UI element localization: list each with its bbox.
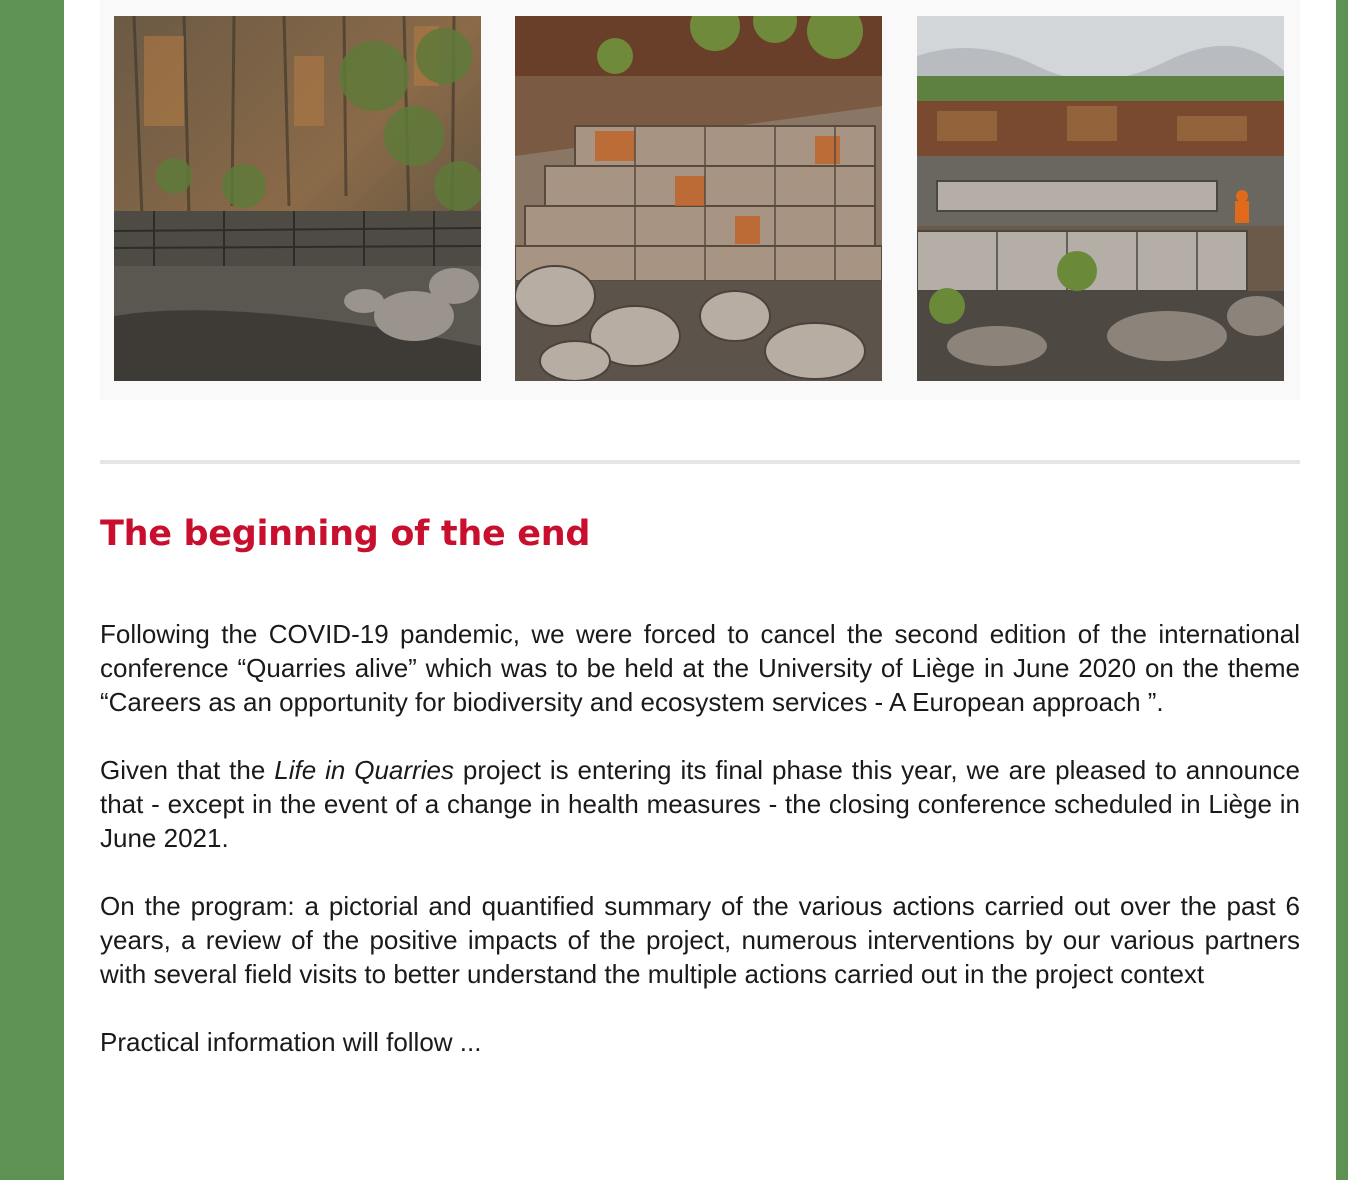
paragraph-closing-conference [100,753,1300,855]
section-divider [100,460,1300,464]
article-title: The beginning of the end [100,514,591,554]
quarry-photo-3-image [917,16,1284,381]
article-body [100,617,1300,1093]
paragraph-2-start: Given that the [100,755,275,785]
paragraph-2-end: project is entering its final phase this year, we are pleased to announce that - except in the event of a change in health measures - the closing conference scheduled in Liège in June 2021. [100,755,1300,853]
paragraph-program: On the program: a pictorial and quantified summary of the various actions carried out over the past 6 years, a review of the positive impacts of the project, numerous interventions by our various partners with several field visits to better understand the multiple actions carried out in the project context [100,891,1300,989]
paragraph-practical-info: Practical information will follow ... [100,1027,482,1057]
quarry-photo-2-image [515,16,882,381]
quarry-photo-2[interactable] [515,16,882,381]
quarry-photo-3[interactable] [917,16,1284,381]
project-name: Life in Quarries [274,755,454,785]
photo-gallery [100,0,1300,400]
quarry-photo-1[interactable] [114,16,481,381]
quarry-photo-1-image [114,16,481,381]
newsletter-page [64,0,1336,1180]
paragraph-cancellation: Following the COVID-19 pandemic, we were forced to cancel the second edition of the international conference “Quarries alive” which was to be held at the University of Liège in June 2020 on the theme “Careers as an opportunity for biodiversity and ecosystem services - A European approach ”. [100,619,1300,717]
